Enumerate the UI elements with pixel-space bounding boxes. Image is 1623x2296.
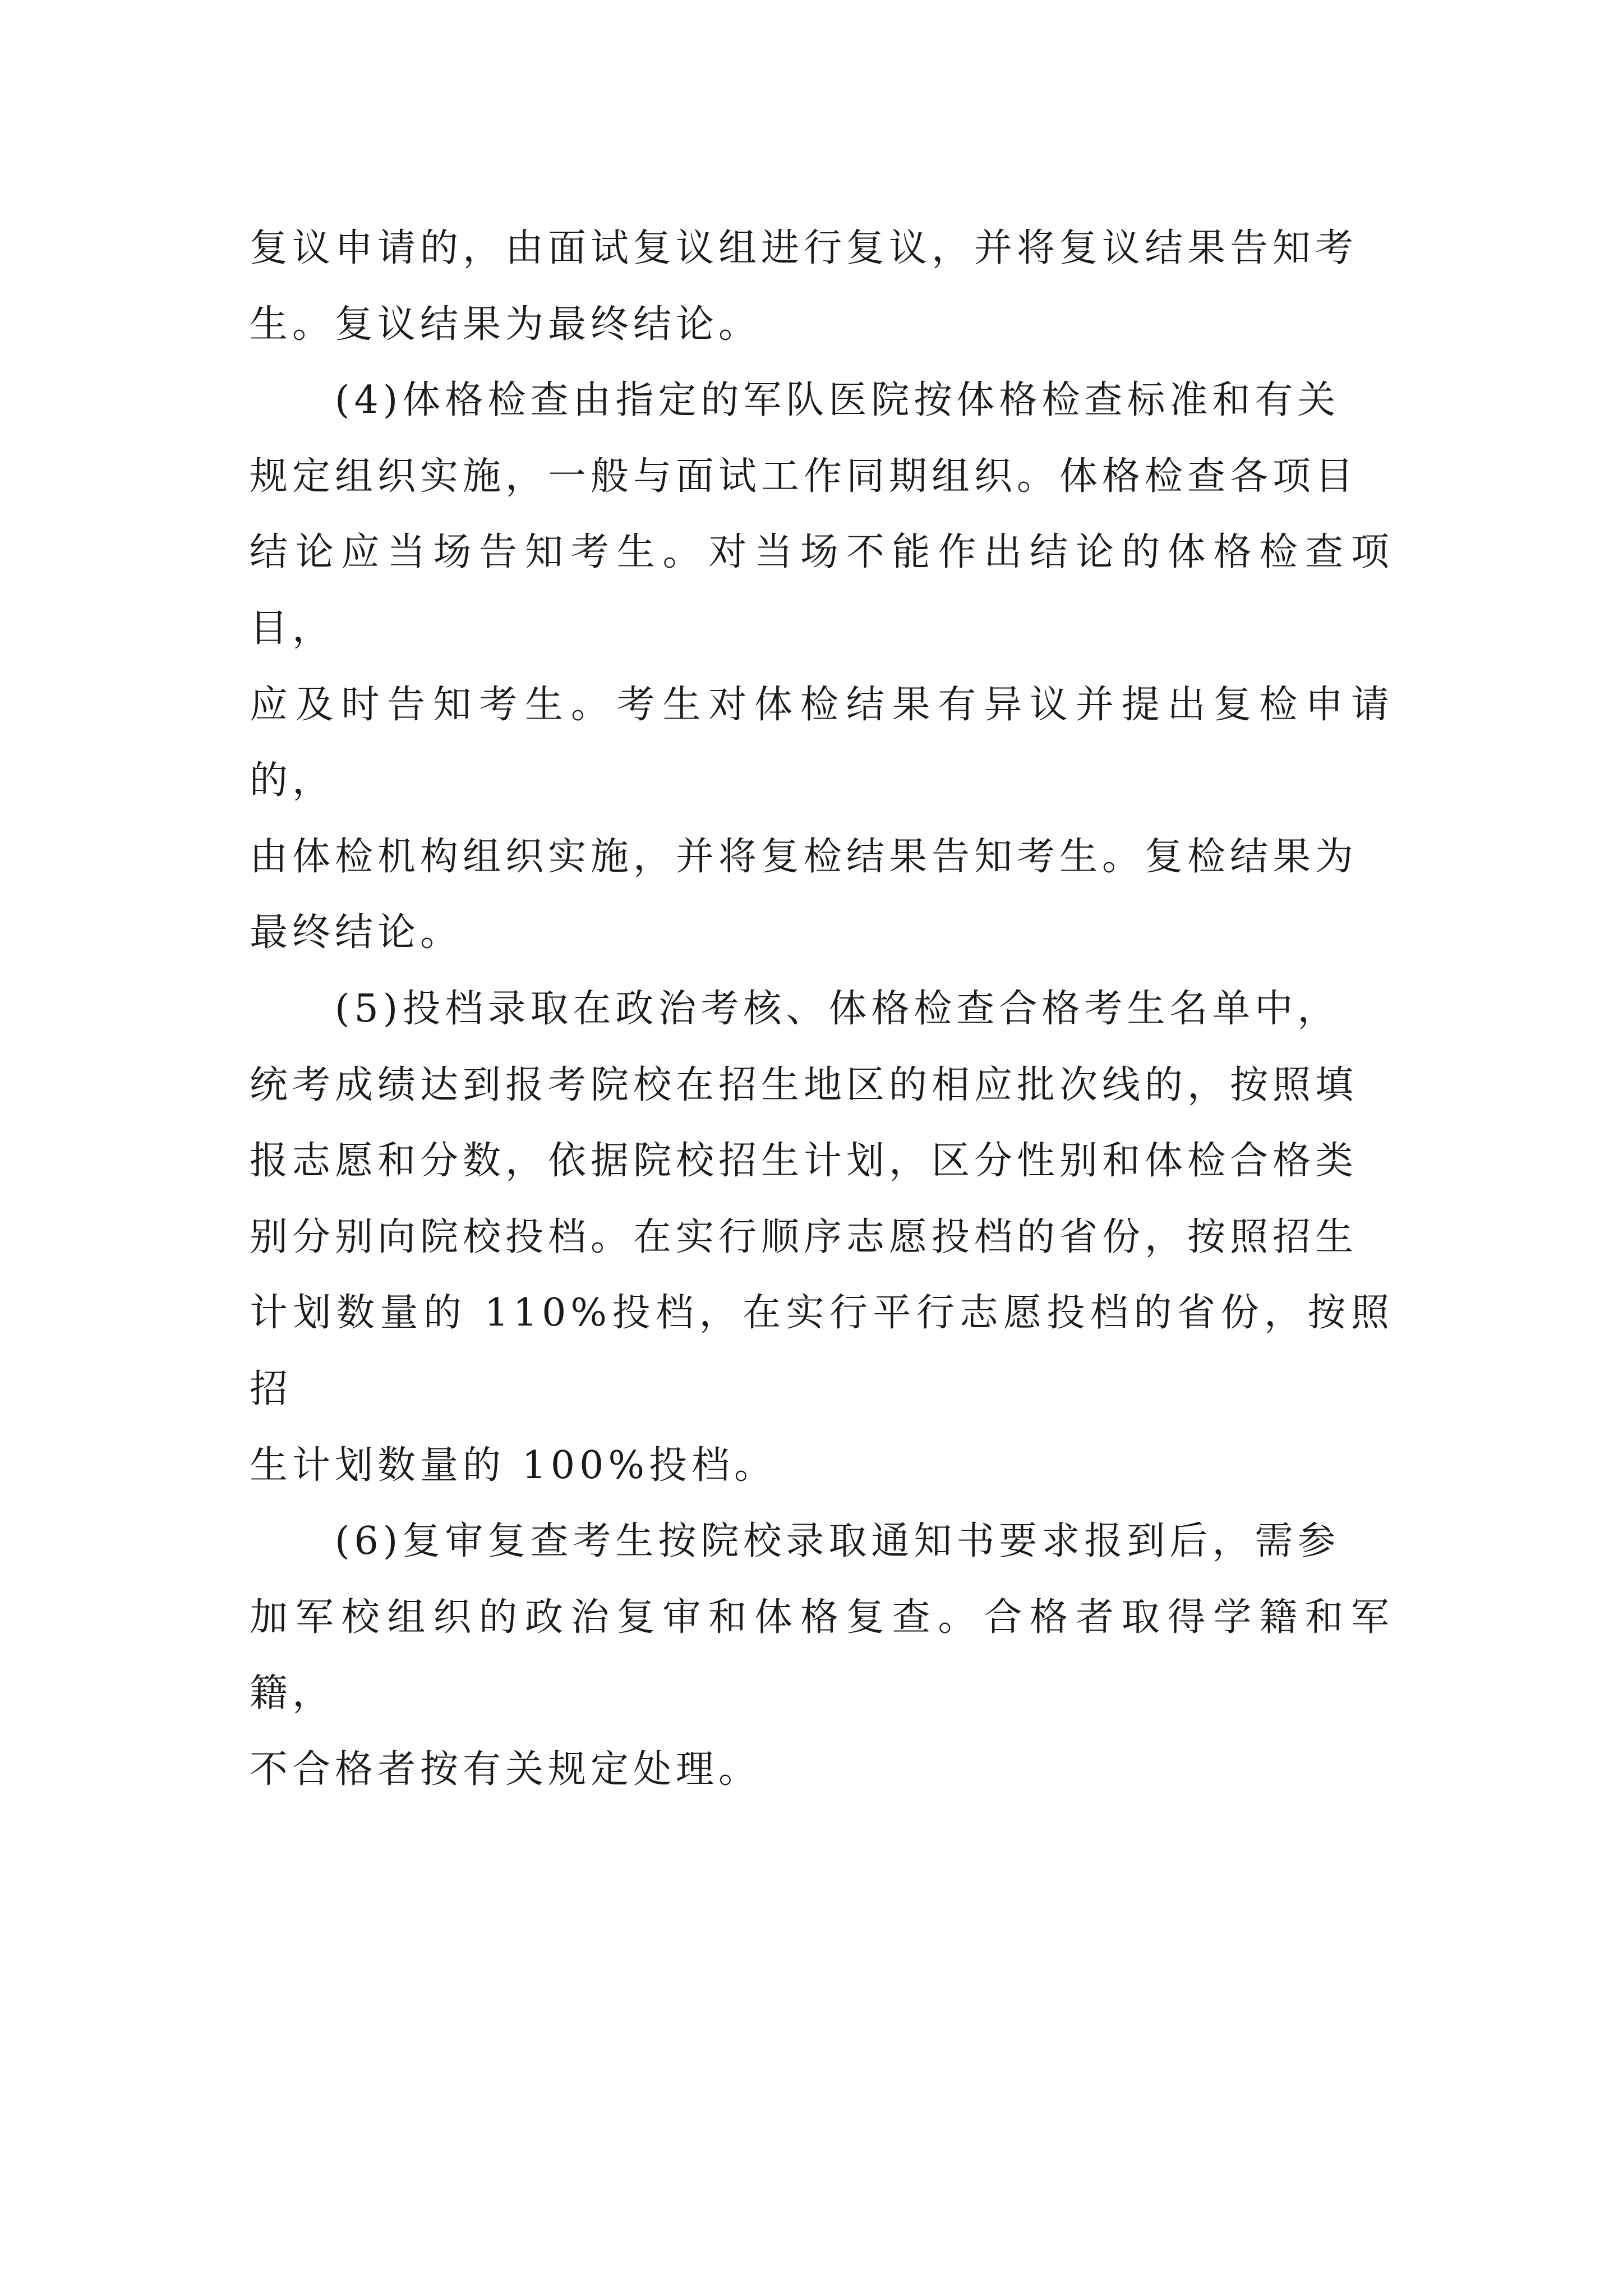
paragraph-continuation xyxy=(250,210,1394,362)
text-line: 规定组织实施，一般与面试工作同期组织。体格检查各项目 xyxy=(250,454,1358,499)
text-line: 由体检机构组织实施，并将复检结果告知考生。复检结果为 xyxy=(250,834,1358,879)
text-line: 计划数量的 110%投档，在实行平行志愿投档的省份，按照招 xyxy=(250,1291,1394,1411)
text-line: 应及时告知考生。考生对体检结果有异议并提出复检申请的， xyxy=(250,682,1394,803)
text-line: (5)投档录取在政治考核、体格检查合格考生名单中， xyxy=(335,986,1340,1031)
text-line: 报志愿和分数，依据院校招生计划，区分性别和体检合格类 xyxy=(250,1139,1358,1184)
paragraph-item-5 xyxy=(250,971,1394,1503)
text-line: 结论应当场告知考生。对当场不能作出结论的体格检查项目， xyxy=(250,530,1394,651)
text-line: 生计划数量的 100%投档。 xyxy=(250,1443,777,1488)
text-line: 生。复议结果为最终结论。 xyxy=(250,302,762,347)
text-line: 不合格者按有关规定处理。 xyxy=(250,1747,762,1792)
paragraph-item-6 xyxy=(250,1503,1394,1807)
text-line: 加军校组织的政治复审和体格复查。合格者取得学籍和军籍， xyxy=(250,1595,1394,1716)
text-line: 最终结论。 xyxy=(250,910,463,955)
text-line: (6)复审复查考生按院校录取通知书要求报到后，需参 xyxy=(335,1519,1340,1564)
paragraph-item-4 xyxy=(250,362,1394,971)
text-line: 复议申请的，由面试复议组进行复议，并将复议结果告知考 xyxy=(250,226,1358,270)
text-line: 统考成绩达到报考院校在招生地区的相应批次线的，按照填 xyxy=(250,1062,1358,1107)
document-body xyxy=(250,210,1394,1807)
text-line: 别分别向院校投档。在实行顺序志愿投档的省份，按照招生 xyxy=(250,1214,1358,1259)
text-line: (4)体格检查由指定的军队医院按体格检查标准和有关 xyxy=(335,378,1340,423)
